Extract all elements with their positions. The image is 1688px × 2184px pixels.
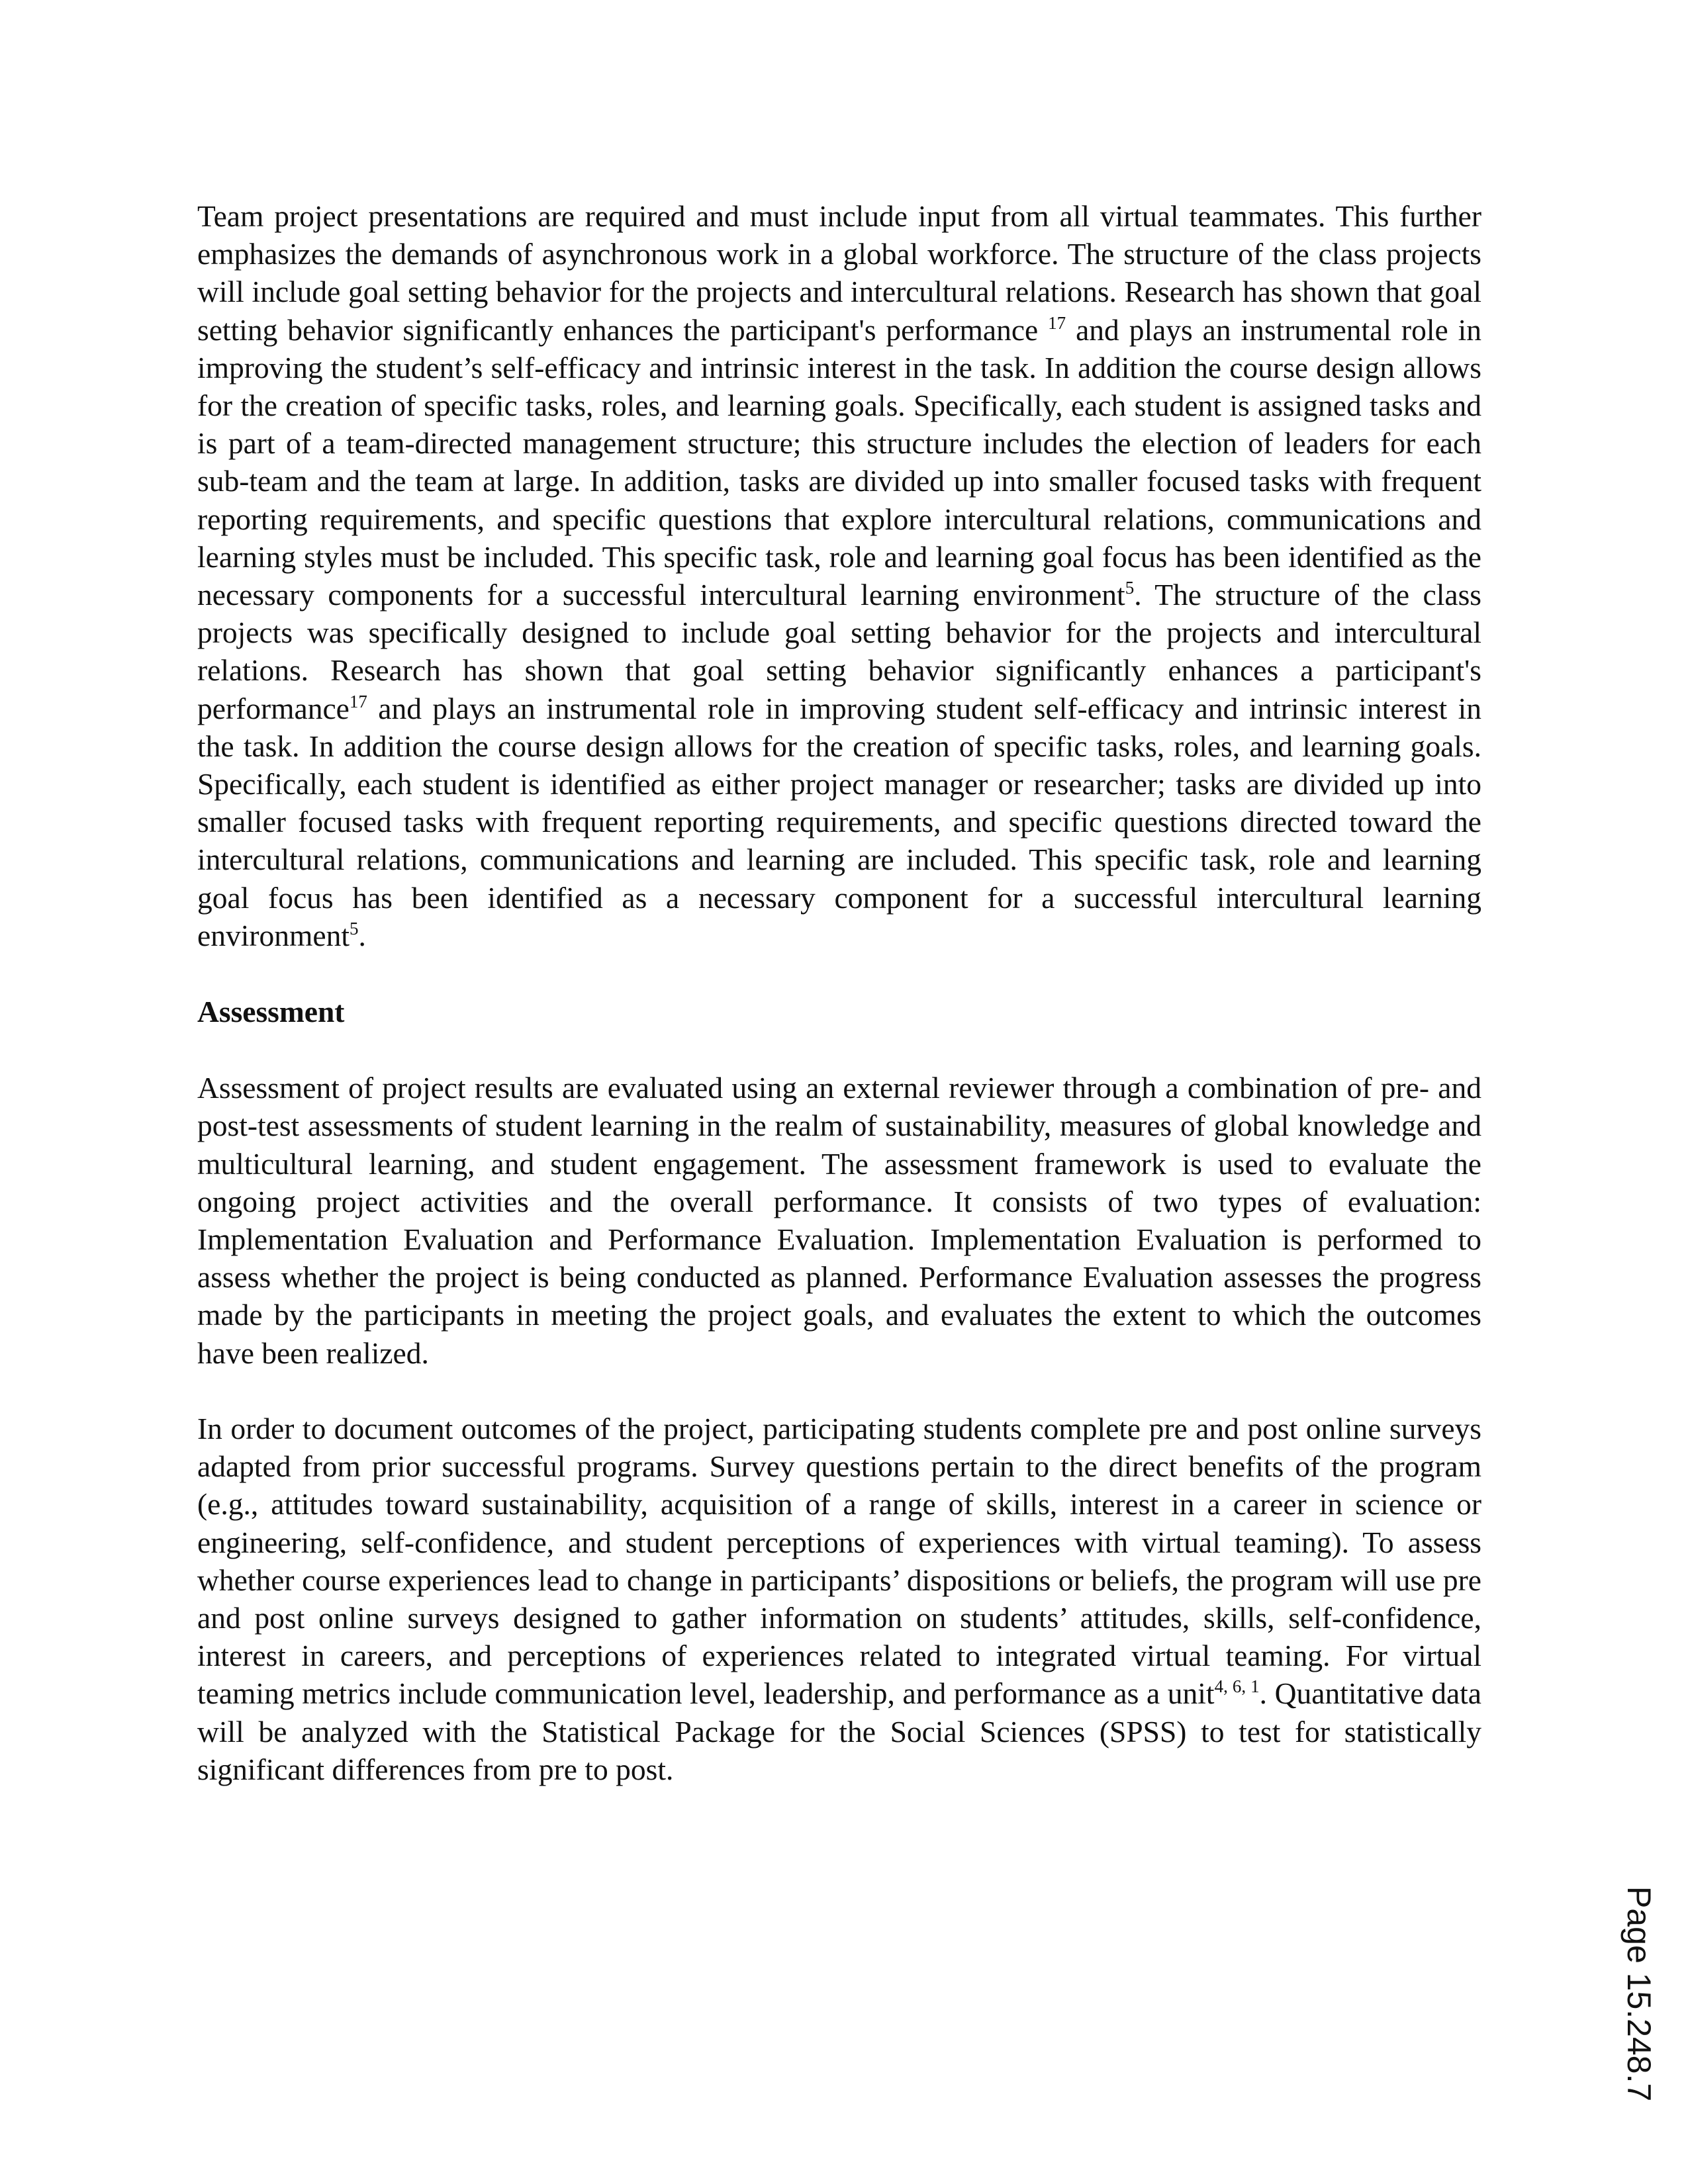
body-paragraph-goal-setting (197, 197, 1481, 954)
body-paragraph-assessment: Assessment of project results are evaluated using an external reviewer through a combination of pre- and post-test assessments of student learning in the realm of sustainability, measures of global knowledge and multicultural learning, and student engagement. The assessment framework is used to evaluate the ongoing project activities and the overall performance. It consists of two types of evaluation: Implementation Evaluation and Performance Evaluation. Implementation Evaluation is performed to assess whether the project is being conducted as planned. Performance Evaluation assesses the progress made by the participants in meeting the project goals, and evaluates the extent to which the outcomes have been realized. (197, 1071, 1481, 1370)
reference-superscript: 17 (349, 691, 367, 711)
paragraph-text: and plays an instrumental role in improving the student’s self-efficacy and intrinsic interest in the task. In addition the course design allows for the creation of specific tasks, roles, and learning goals. Specifically, each student is assigned tasks and is part of a team-directed management structure; this structure includes the election of leaders for each sub-team and the team at large. In addition, tasks are divided up into smaller focused tasks with frequent reporting requirements, and specific questions that explore intercultural relations, communications and learning styles must be included. This specific task, role and learning goal focus has been identified as the necessary components for a successful intercultural learning environment (197, 312, 1481, 612)
page-number: Page 15.248.7 (1620, 1886, 1658, 2102)
reference-superscript: 5 (1125, 578, 1135, 598)
paragraph-spacer (197, 1372, 1481, 1410)
paragraph-text: . (358, 918, 366, 952)
reference-superscript: 17 (1048, 312, 1066, 333)
reference-superscript: 4, 6, 1 (1214, 1676, 1260, 1697)
paragraph-text: Team project presentations are required and must include input from all virtual teammates. This further emphasizes the demands of asynchronous work in a global workforce. The structure of the class projects will include goal setting behavior for the projects and intercultural relations. Research has shown that goal setting behavior significantly enhances the participant's performance (197, 199, 1481, 347)
section-heading-assessment: Assessment (197, 995, 345, 1029)
page-content (197, 197, 1481, 1788)
reference-superscript: 5 (349, 918, 359, 938)
paragraph-text: . The structure of the class projects was specifically designed to include goal setting behavior for the projects and intercultural relations. Research has shown that goal setting behavior significantly enhances a participant's performance (197, 578, 1481, 725)
paragraph-text: In order to document outcomes of the project, participating students complete pre and post online surveys adapted from prior successful programs. Survey questions pertain to the direct benefits of the program (e.g., attitudes toward sustainability, acquisition of a range of skills, interest in a career in science or engineering, self-confidence, and student perceptions of experiences with virtual teaming). To assess whether course experiences lead to change in participants’ dispositions or beliefs, the program will use pre and post online surveys designed to gather information on students’ attitudes, skills, self-confidence, interest in careers, and perceptions of experiences related to integrated virtual teaming. For virtual teaming metrics include communication level, leadership, and performance as a unit (197, 1411, 1481, 1711)
paragraph-text: and plays an instrumental role in improving student self-efficacy and intrinsic interest in the task. In addition the course design allows for the creation of specific tasks, roles, and learning goals. Specifically, each student is identified as either project manager or researcher; tasks are divided up into smaller focused tasks with frequent reporting requirements, and specific questions directed toward the intercultural relations, communications and learning are included. This specific task, role and learning goal focus has been identified as a necessary component for a successful intercultural learning environment (197, 691, 1481, 952)
body-paragraph-outcomes (197, 1410, 1481, 1788)
paragraph-text: . Quantitative data will be analyzed with the Statistical Package for the Social Sciences (SPSS) to test for statistically significant differences from pre to post. (197, 1676, 1482, 1786)
